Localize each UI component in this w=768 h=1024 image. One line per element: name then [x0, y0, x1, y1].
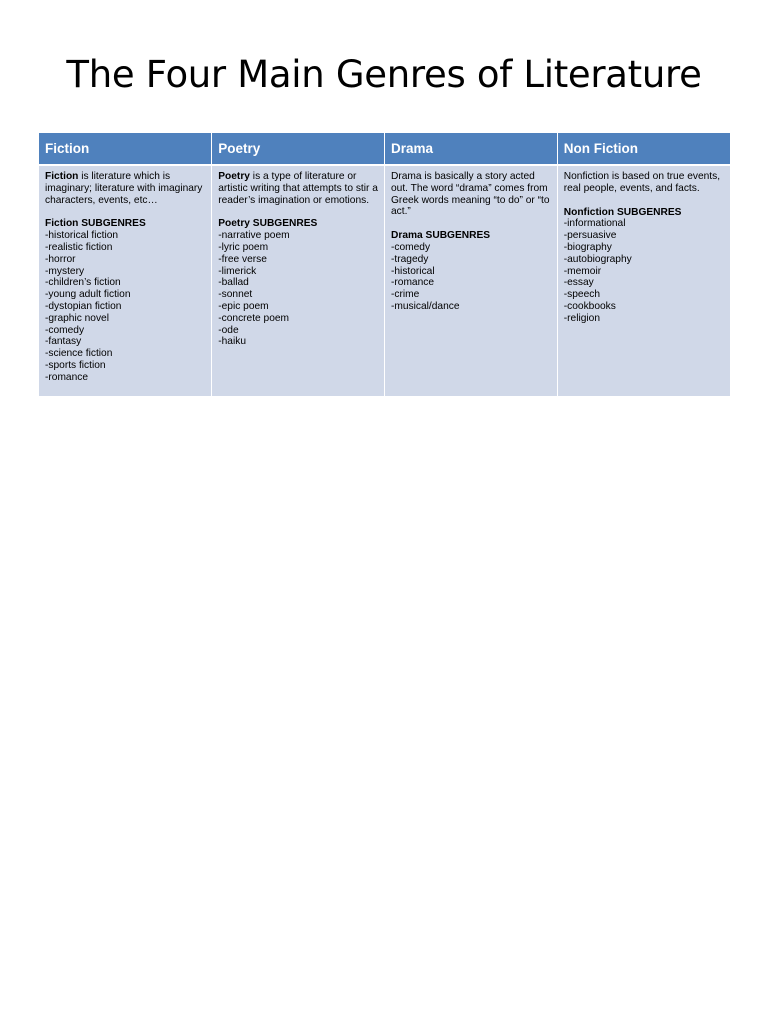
drama-description: [391, 171, 551, 218]
list-item: -fantasy: [45, 336, 82, 348]
nonfiction-subgenres-list: [564, 218, 724, 324]
list-item: -biography: [563, 241, 612, 253]
drama-subgenres-list: [391, 242, 551, 313]
list-item: -romance: [391, 277, 435, 289]
fiction-subgenres-heading: Fiction SUBGENRES: [45, 218, 146, 230]
list-item: -memoir: [563, 265, 602, 277]
list-item: -lyric poem: [218, 241, 269, 253]
list-item: -tragedy: [391, 253, 429, 265]
list-item: -romance: [45, 371, 89, 383]
list-item: -ode: [218, 324, 239, 336]
genres-table: [39, 133, 730, 396]
cell-poetry: [212, 165, 385, 396]
list-item: -comedy: [391, 241, 431, 253]
list-item: -graphic novel: [45, 312, 109, 324]
list-item: -sports fiction: [45, 359, 106, 371]
list-item: -cookbooks: [563, 300, 616, 312]
header-drama: Drama: [385, 133, 558, 165]
list-item: -historical fiction: [45, 230, 119, 242]
list-item: -sonnet: [218, 289, 253, 301]
drama-subgenres-heading: Drama SUBGENRES: [391, 230, 491, 242]
list-item: -children’s fiction: [45, 277, 121, 289]
list-item: -autobiography: [563, 253, 632, 265]
list-item: -young adult fiction: [45, 289, 131, 301]
fiction-subgenres-list: [45, 230, 205, 383]
list-item: -science fiction: [45, 348, 113, 360]
list-item: -concrete poem: [218, 312, 290, 324]
drama-definition: Drama is basically a story acted out. The word “drama” comes from Greek words meaning “to do” or “to act.”: [391, 171, 550, 218]
cell-nonfiction: [557, 165, 730, 396]
list-item: -limerick: [218, 265, 257, 277]
list-item: -narrative poem: [218, 230, 290, 242]
fiction-definition: is literature which is imaginary; literature with imaginary characters, events, etc…: [45, 171, 203, 206]
list-item: -mystery: [45, 265, 85, 277]
list-item: -free verse: [218, 253, 267, 265]
list-item: -ballad: [218, 277, 249, 289]
table-header-row: [39, 133, 730, 165]
cell-fiction: [39, 165, 212, 396]
list-item: -epic poem: [218, 300, 269, 312]
list-item: -religion: [563, 312, 600, 324]
list-item: -crime: [391, 289, 420, 301]
list-item: -dystopian fiction: [45, 300, 122, 312]
list-item: -realistic fiction: [45, 241, 113, 253]
list-item: -historical: [391, 265, 435, 277]
poetry-subgenres-heading: Poetry SUBGENRES: [218, 218, 318, 230]
list-item: -musical/dance: [391, 300, 460, 312]
poetry-definition: is a type of literature or artistic writing that attempts to stir a reader’s imagination or emotions.: [218, 171, 378, 206]
poetry-description: [218, 171, 378, 206]
list-item: -persuasive: [563, 230, 617, 242]
list-item: -informational: [563, 218, 626, 230]
list-item: -essay: [563, 277, 594, 289]
list-item: -haiku: [218, 336, 246, 348]
list-item: -horror: [45, 253, 76, 265]
header-nonfiction: Non Fiction: [557, 133, 730, 165]
nonfiction-subgenres-heading: Nonfiction SUBGENRES: [563, 206, 682, 218]
list-item: -speech: [563, 289, 600, 301]
fiction-term: Fiction: [45, 171, 79, 182]
page-title: The Four Main Genres of Literature: [66, 53, 702, 96]
header-fiction: Fiction: [39, 133, 212, 165]
nonfiction-definition: Nonfiction is based on true events, real people, events, and facts.: [563, 171, 721, 194]
nonfiction-description: [564, 171, 724, 195]
poetry-subgenres-list: [218, 230, 378, 348]
poetry-term: Poetry: [218, 171, 250, 182]
list-item: -comedy: [45, 324, 85, 336]
table-body-row: [39, 165, 730, 396]
cell-drama: [385, 165, 558, 396]
header-poetry: Poetry: [212, 133, 385, 165]
fiction-description: [45, 171, 205, 206]
